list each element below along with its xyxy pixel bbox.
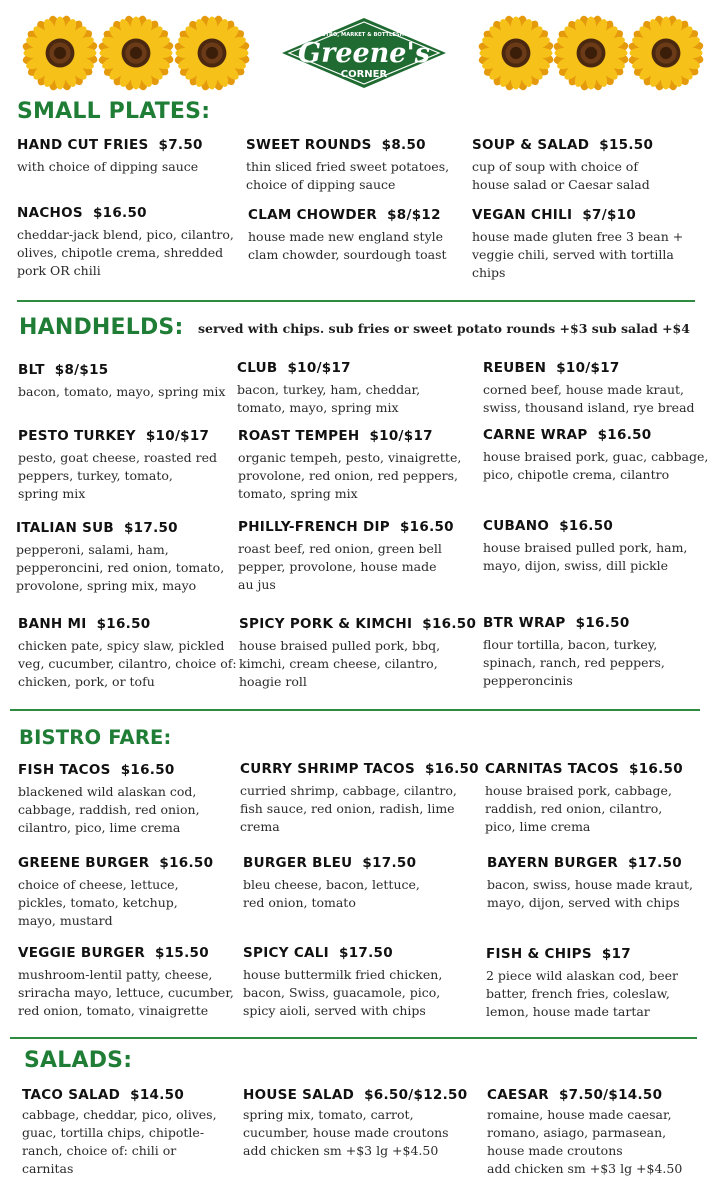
item-price: $10/$17 xyxy=(287,360,351,376)
item-price: $16.50 xyxy=(559,518,614,534)
item-name: BANH MI xyxy=(18,616,87,632)
item-description: chicken pate, spicy slaw, pickled veg, cucumber, cilantro, choice of: chicken, pork, or tofu xyxy=(18,638,237,689)
item-name: ITALIAN SUB xyxy=(16,520,114,536)
menu-item xyxy=(17,205,234,280)
item-price: $16.50 xyxy=(96,616,151,632)
menu-item xyxy=(18,616,237,691)
item-description: flour tortilla, bacon, turkey, spinach, ranch, red peppers, pepperoncinis xyxy=(483,637,665,688)
item-price: $16.50 xyxy=(92,205,147,221)
section-title-bistro-fare: BISTRO FARE: xyxy=(19,726,172,749)
item-description: pepperoni, salami, ham, pepperoncini, red onion, tomato, provolone, spring mix, mayo xyxy=(16,542,225,593)
item-name: VEGAN CHILI xyxy=(472,207,573,223)
menu-item xyxy=(16,520,224,595)
sunflower-icon xyxy=(98,15,174,91)
menu-item xyxy=(483,360,695,417)
item-price: $8/$12 xyxy=(387,207,441,223)
item-description: cheddar-jack blend, pico, cilantro, olives, chipotle crema, shredded pork OR chili xyxy=(17,227,234,278)
greenes-corner-logo xyxy=(278,14,450,92)
item-name: CLUB xyxy=(237,360,278,376)
menu-item xyxy=(487,1087,682,1178)
item-name: GREENE BURGER xyxy=(18,855,150,871)
item-price: $10/$17 xyxy=(369,428,433,444)
menu-item xyxy=(18,762,200,837)
item-name: BTR WRAP xyxy=(483,615,566,631)
item-name: REUBEN xyxy=(483,360,547,376)
item-description: thin sliced fried sweet potatoes, choice of dipping sauce xyxy=(246,159,450,192)
item-price: $8.50 xyxy=(381,137,426,153)
item-price: $14.50 xyxy=(130,1087,185,1103)
menu-item xyxy=(472,207,683,282)
menu-item xyxy=(237,360,420,417)
menu-item xyxy=(243,945,442,1020)
sunflower-icon xyxy=(174,15,250,91)
item-name: FISH & CHIPS xyxy=(486,946,592,962)
sunflower-icon xyxy=(478,15,554,91)
item-price: $16.50 xyxy=(597,427,652,443)
menu-item xyxy=(248,207,447,264)
item-name: SWEET ROUNDS xyxy=(246,137,372,153)
section-title-small-plates: SMALL PLATES: xyxy=(17,99,211,124)
menu-item xyxy=(240,761,479,836)
item-description: romaine, house made caesar, romano, asiago, parmasean, house made croutons add chicken sm +$3 lg +$4.50 xyxy=(487,1107,683,1176)
item-price: $8/$15 xyxy=(54,362,109,378)
item-name: HOUSE SALAD xyxy=(243,1087,355,1103)
item-price: $15.50 xyxy=(155,945,209,961)
item-price: $7/$10 xyxy=(582,207,637,223)
section-divider xyxy=(10,1037,697,1039)
item-price: $16.50 xyxy=(120,762,175,778)
item-name: BAYERN BURGER xyxy=(487,855,619,871)
item-price: $16.50 xyxy=(399,519,454,535)
item-price: $10/$17 xyxy=(556,360,620,376)
logo-tagline: BISTRO, MARKET & BOTTLESHOP xyxy=(315,32,413,38)
menu-item xyxy=(17,137,203,176)
item-name: BURGER BLEU xyxy=(243,855,353,871)
logo-subname: CORNER xyxy=(340,69,388,80)
menu-item xyxy=(485,761,683,836)
item-name: CURRY SHRIMP TACOS xyxy=(240,761,415,777)
item-description: bleu cheese, bacon, lettuce, red onion, tomato xyxy=(243,877,420,910)
item-price: $16.50 xyxy=(159,855,214,871)
section-title-handhelds: HANDHELDS: xyxy=(19,315,184,340)
item-description: roast beef, red onion, green bell pepper, provolone, house made au jus xyxy=(238,541,442,592)
menu-item xyxy=(18,428,217,503)
item-description: cup of soup with choice of house salad or Caesar salad xyxy=(472,159,650,192)
item-price: $17.50 xyxy=(628,855,682,871)
section-title-salads: SALADS: xyxy=(24,1048,133,1073)
menu-item xyxy=(238,519,454,594)
item-description: bacon, tomato, mayo, spring mix xyxy=(18,384,226,399)
item-description: corned beef, house made kraut, swiss, thousand island, rye bread xyxy=(483,382,695,415)
item-price: $7.50 xyxy=(158,137,203,153)
item-name: BLT xyxy=(18,362,45,378)
item-name: CARNE WRAP xyxy=(483,427,588,443)
menu-item xyxy=(472,137,653,194)
menu-item xyxy=(246,137,449,194)
item-price: $7.50/$14.50 xyxy=(558,1087,663,1103)
item-name: HAND CUT FRIES xyxy=(17,137,149,153)
menu-item xyxy=(238,428,461,503)
item-name: PESTO TURKEY xyxy=(18,428,136,444)
item-description: organic tempeh, pesto, vinaigrette, provolone, red onion, red peppers, tomato, spring mix xyxy=(238,450,462,501)
item-description: house braised pork, cabbage, raddish, red onion, cilantro, pico, lime crema xyxy=(485,783,672,834)
menu-item xyxy=(239,616,476,691)
item-price: $17.50 xyxy=(339,945,393,961)
handhelds-note: served with chips. sub fries or sweet potato rounds +$3 sub salad +$4 xyxy=(198,321,690,336)
menu-item xyxy=(243,1087,467,1160)
section-divider xyxy=(10,709,700,711)
item-description: house braised pulled pork, ham, mayo, dijon, swiss, dill pickle xyxy=(483,540,688,573)
item-description: with choice of dipping sauce xyxy=(17,159,199,174)
menu-item xyxy=(486,946,678,1021)
item-price: $16.50 xyxy=(424,761,479,777)
item-description: house made new england style clam chowder, sourdough toast xyxy=(248,229,447,262)
item-name: NACHOS xyxy=(17,205,83,221)
item-description: mushroom-lentil patty, cheese, sriracha mayo, lettuce, cucumber, red onion, tomato, vinaigrette xyxy=(18,967,234,1018)
item-description: pesto, goat cheese, roasted red peppers, turkey, tomato, spring mix xyxy=(18,450,218,501)
item-name: SPICY CALI xyxy=(243,945,330,961)
item-description: blackened wild alaskan cod, cabbage, raddish, red onion, cilantro, pico, lime crema xyxy=(18,784,200,835)
item-price: $6.50/$12.50 xyxy=(364,1087,468,1103)
item-description: choice of cheese, lettuce, pickles, tomato, ketchup, mayo, mustard xyxy=(18,877,179,928)
item-price: $16.50 xyxy=(575,615,630,631)
item-price: $16.50 xyxy=(629,761,683,777)
item-name: TACO SALAD xyxy=(22,1087,121,1103)
item-name: SOUP & SALAD xyxy=(472,137,590,153)
menu-item xyxy=(18,855,213,930)
item-price: $17 xyxy=(601,946,631,962)
item-name: CLAM CHOWDER xyxy=(248,207,378,223)
sunflower-icon xyxy=(22,15,98,91)
menu-item xyxy=(487,855,693,912)
item-name: CUBANO xyxy=(483,518,550,534)
item-name: SPICY PORK & KIMCHI xyxy=(239,616,413,632)
item-description: house buttermilk fried chicken, bacon, Swiss, guacamole, pico, spicy aioli, served with chips xyxy=(243,967,443,1018)
menu-item xyxy=(22,1087,217,1178)
item-description: curried shrimp, cabbage, cilantro, fish sauce, red onion, radish, lime crema xyxy=(240,783,457,834)
item-name: CARNITAS TACOS xyxy=(485,761,620,777)
item-name: VEGGIE BURGER xyxy=(18,945,146,961)
menu-item xyxy=(18,945,234,1020)
sunflower-icon xyxy=(628,15,704,91)
menu-item xyxy=(243,855,420,912)
sunflower-icon xyxy=(553,15,629,91)
item-price: $10/$17 xyxy=(145,428,210,444)
item-name: ROAST TEMPEH xyxy=(238,428,360,444)
menu-item xyxy=(483,518,687,575)
item-price: $17.50 xyxy=(123,520,178,536)
item-name: FISH TACOS xyxy=(18,762,111,778)
item-description: cabbage, cheddar, pico, olives, guac, tortilla chips, chipotle- ranch, choice of: chili or carnitas xyxy=(22,1107,217,1176)
item-description: house braised pulled pork, bbq, kimchi, cream cheese, cilantro, hoagie roll xyxy=(239,638,441,689)
item-price: $15.50 xyxy=(599,137,654,153)
menu-item xyxy=(18,362,225,401)
logo-name: Greene's xyxy=(298,38,430,69)
item-name: CAESAR xyxy=(487,1087,549,1103)
item-description: house made gluten free 3 bean + veggie chili, served with tortilla chips xyxy=(472,229,684,280)
item-description: spring mix, tomato, carrot, cucumber, house made croutons add chicken sm +$3 lg +$4.50 xyxy=(243,1107,449,1158)
item-price: $16.50 xyxy=(422,616,477,632)
item-price: $17.50 xyxy=(362,855,417,871)
section-divider xyxy=(17,300,695,302)
item-description: bacon, turkey, ham, cheddar, tomato, mayo, spring mix xyxy=(237,382,421,415)
item-name: PHILLY-FRENCH DIP xyxy=(238,519,390,535)
item-description: bacon, swiss, house made kraut, mayo, dijon, served with chips xyxy=(487,877,694,910)
menu-item xyxy=(483,427,708,484)
item-description: house braised pork, guac, cabbage, pico, chipotle crema, cilantro xyxy=(483,449,709,482)
item-description: 2 piece wild alaskan cod, beer batter, french fries, coleslaw, lemon, house made tartar xyxy=(486,968,678,1019)
menu-item xyxy=(483,615,665,690)
